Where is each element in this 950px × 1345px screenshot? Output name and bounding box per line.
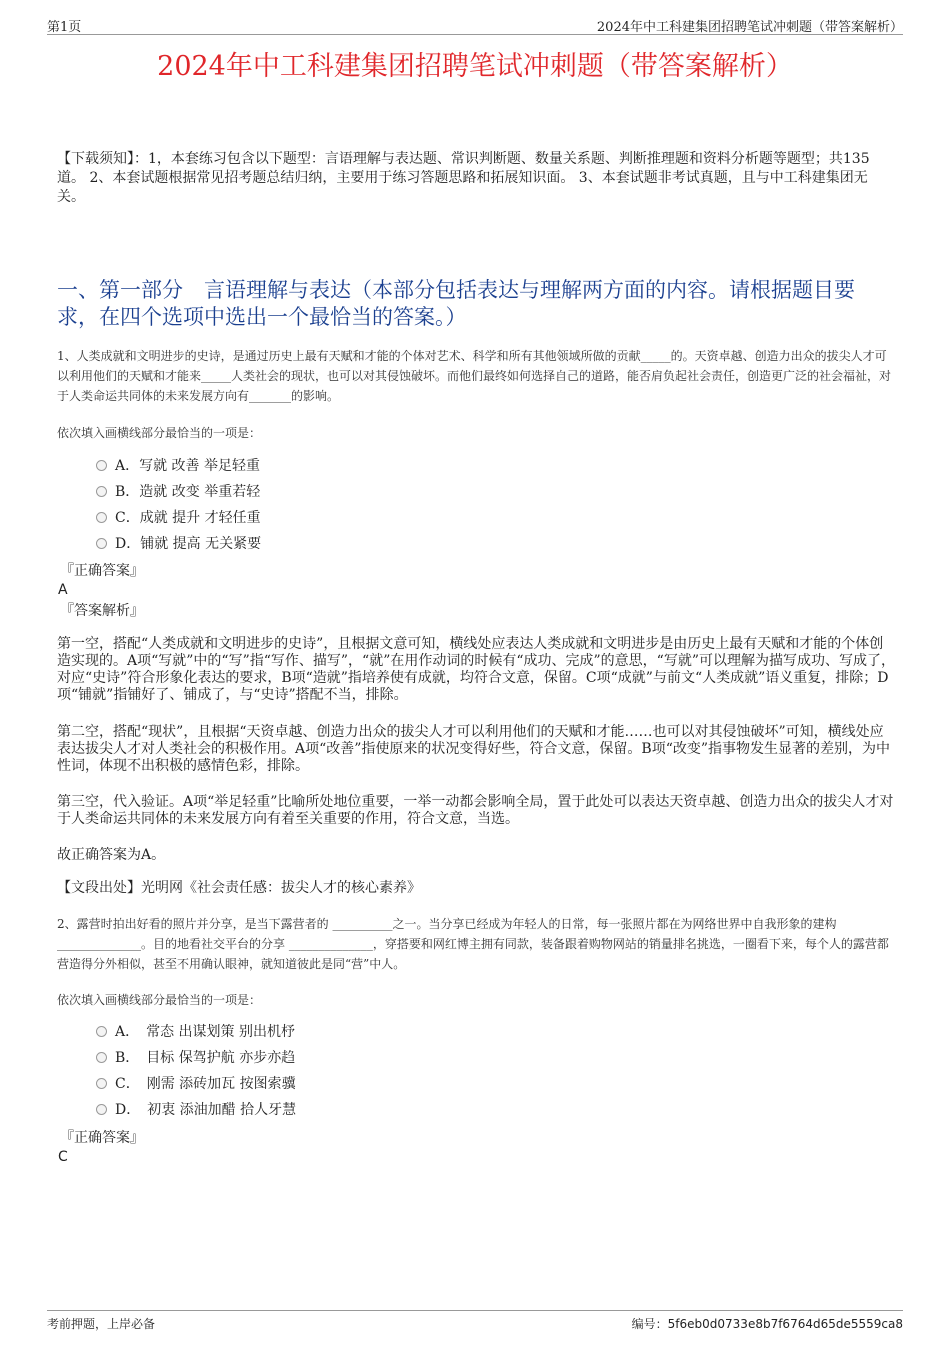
question-2-options bbox=[96, 1019, 296, 1123]
footer-code-label: 编号： bbox=[631, 1317, 668, 1331]
radio-icon[interactable] bbox=[96, 1052, 107, 1063]
document-title: 2024年中工科建集团招聘笔试冲刺题（带答案解析） bbox=[157, 51, 793, 82]
footer-code-value: 5f6eb0d0733e8b7f6764d65de5559ca8 bbox=[667, 1317, 903, 1331]
option-label: B． 目标 保驾护航 亦步亦趋 bbox=[115, 1050, 296, 1066]
option-a[interactable] bbox=[96, 453, 261, 479]
correct-answer: C bbox=[58, 1149, 68, 1165]
page-number: 第1页 bbox=[47, 20, 82, 35]
question-1-prompt: 依次填入画横线部分最恰当的一项是： bbox=[57, 426, 262, 440]
option-label: A． 常态 出谋划策 别出机杼 bbox=[115, 1024, 296, 1040]
correct-answer: A bbox=[58, 582, 68, 598]
header-doc-title: 2024年中工科建集团招聘笔试冲刺题（带答案解析） bbox=[596, 20, 903, 35]
page-header bbox=[47, 14, 903, 35]
option-label: D． 初衷 添油加醋 拾人牙慧 bbox=[115, 1102, 297, 1118]
download-notice: 【下载须知】：1，本套练习包含以下题型：言语理解与表达题、常识判断题、数量关系题、判断推理题和资料分析题等题型；共135道。 2、本套试题根据常见招考题总结归纳，主要用于练习答题思路和拓展知识面。 3、本套试题非考试真题，且与中工科建集团无关。 bbox=[57, 151, 870, 205]
option-label: C． 刚需 添砖加瓦 按图索骥 bbox=[115, 1076, 296, 1092]
footer-slogan: 考前押题，上岸必备 bbox=[47, 1317, 156, 1331]
option-c[interactable] bbox=[96, 505, 261, 531]
option-a[interactable] bbox=[96, 1019, 296, 1045]
analysis-paragraph: 第三空，代入验证。A项“举足轻重”比喻所处地位重要，一举一动都会影响全局，置于此处可以表达天资卓越、创造力出众的拔尖人才对于人类命运共同体的未来发展方向有着至关重要的作用，符合文意，当选。 bbox=[57, 794, 894, 827]
option-b[interactable] bbox=[96, 1045, 296, 1071]
radio-icon[interactable] bbox=[96, 460, 107, 471]
radio-icon[interactable] bbox=[96, 1078, 107, 1089]
radio-icon[interactable] bbox=[96, 1026, 107, 1037]
option-label: C．成就 提升 才轻任重 bbox=[115, 510, 261, 526]
radio-icon[interactable] bbox=[96, 512, 107, 523]
option-d[interactable] bbox=[96, 1097, 296, 1123]
analysis-label: 『答案解析』 bbox=[60, 603, 144, 619]
radio-icon[interactable] bbox=[96, 538, 107, 549]
radio-icon[interactable] bbox=[96, 1104, 107, 1115]
analysis-paragraph: 第一空，搭配“人类成就和文明进步的史诗”，且根据文意可知，横线处应表达人类成就和文明进步是由历史上最有天赋和才能的个体创造实现的。A项“写就”中的“写”指“写作、描写”，“就”在用作动词的时候有“成功、完成”的意思，“写就”可以理解为描写成功、写成了，对应“史诗”符合形象化表达的要求，B项“造就”指培养使有成就，均符合文意，保留。C项“成就”与前文“人类成就”语义重复，排除；D项“铺就”指铺好了、铺成了，与“史诗”搭配不当，排除。 bbox=[57, 636, 895, 703]
option-label: D．铺就 提高 无关紧要 bbox=[115, 536, 262, 552]
option-b[interactable] bbox=[96, 479, 261, 505]
analysis-paragraph: 第二空，搭配“现状”，且根据“天资卓越、创造力出众的拔尖人才可以利用他们的天赋和才能……也可以对其侵蚀破坏”可知，横线处应表达拔尖人才对人类社会的积极作用。A项“改善”指使原来的状况变得好些，符合文意，保留。B项“改变”指事物发生显著的差别，为中性词，体现不出积极的感情色彩，排除。 bbox=[57, 724, 891, 774]
option-label: B．造就 改变 举重若轻 bbox=[115, 484, 261, 500]
option-c[interactable] bbox=[96, 1071, 296, 1097]
passage-source: 【文段出处】光明网《社会责任感：拔尖人才的核心素养》 bbox=[57, 880, 421, 896]
question-2-text: 2、露营时拍出好看的照片并分享，是当下露营者的 __________之一。当分享已经成为年轻人的日常，每一张照片都在为网络世界中自我形象的建构 ______________。目的地看社交平台的分享 ______________，穿搭要和网红博主拥有同款，装备跟着购物网站的销量排名挑选，一圈看下来，每个人的露营都营造得分外相似，甚至不用确认眼神，就知道彼此是同“营”中人。 bbox=[57, 917, 889, 971]
page-footer bbox=[47, 1310, 903, 1333]
answer-label: 『正确答案』 bbox=[60, 563, 144, 579]
question-1-options bbox=[96, 453, 261, 557]
question-1-text: 1、人类成就和文明进步的史诗，是通过历史上最有天赋和才能的个体对艺术、科学和所有其他领域所做的贡献_____的。天资卓越、创造力出众的拔尖人才可以利用他们的天赋和才能来_____人类社会的现状，也可以对其侵蚀破坏。而他们最终如何选择自己的道路，能否肩负起社会责任，创造更广泛的社会福祉，对于人类命运共同体的未来发展方向有_______的影响。 bbox=[57, 349, 892, 403]
section-title: 一、第一部分 言语理解与表达（本部分包括表达与理解两方面的内容。请根据题目要求，在四个选项中选出一个最恰当的答案。） bbox=[57, 278, 855, 329]
answer-label: 『正确答案』 bbox=[60, 1130, 144, 1146]
option-d[interactable] bbox=[96, 531, 261, 557]
footer-code bbox=[632, 1315, 903, 1332]
analysis-conclusion: 故正确答案为A。 bbox=[57, 847, 166, 863]
radio-icon[interactable] bbox=[96, 486, 107, 497]
option-label: A．写就 改善 举足轻重 bbox=[115, 458, 261, 474]
question-2-prompt: 依次填入画横线部分最恰当的一项是： bbox=[57, 993, 262, 1007]
